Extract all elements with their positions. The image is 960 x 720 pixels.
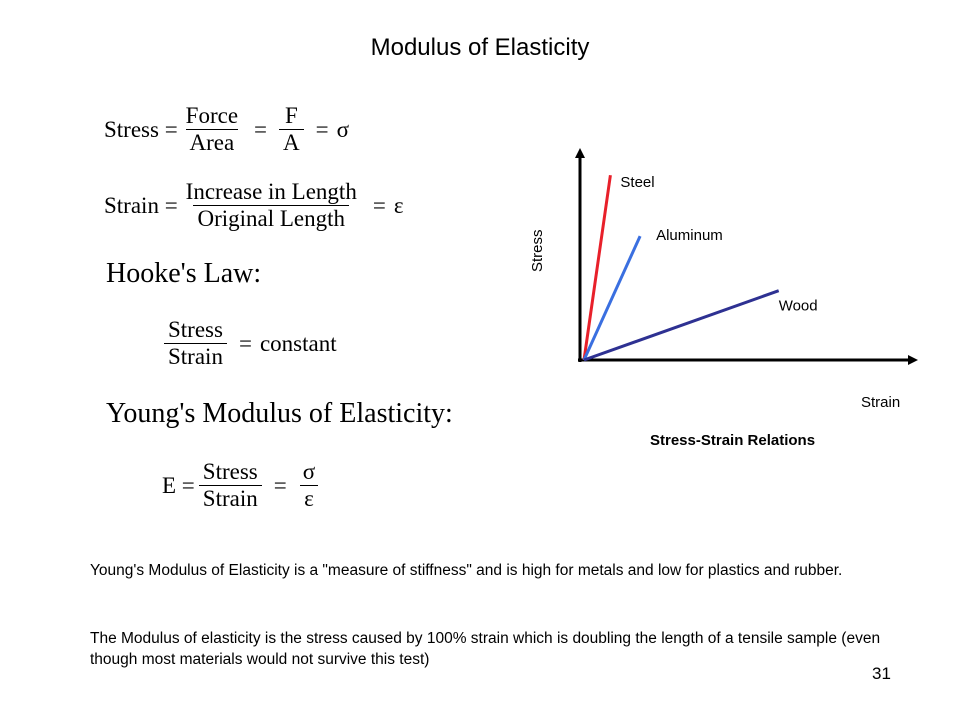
modulus-definition-paragraph: The Modulus of elasticity is the stress caused by 100% strain which is doubling the length of a tensile sample (even though most materials would not survive this test): [90, 630, 881, 668]
epsilon-text: ε: [300, 485, 318, 511]
page-number: 31: [872, 664, 891, 683]
strain-text: Strain: [164, 343, 227, 369]
e-lhs: E =: [162, 472, 195, 498]
y-axis-label: Stress: [529, 229, 546, 272]
series-label-aluminum: Aluminum: [656, 227, 723, 245]
sigma-symbol: σ: [336, 116, 350, 142]
series-line-wood: [584, 291, 779, 360]
stress-text: Stress: [168, 317, 223, 342]
equals-sign: =: [254, 116, 268, 142]
strain-lhs: Strain =: [104, 192, 178, 218]
f-text: F: [284, 103, 298, 128]
epsilon-symbol: ε: [393, 192, 404, 218]
sigma-text: σ: [302, 459, 316, 484]
a-text: A: [279, 129, 304, 155]
stress-text-2: Stress: [202, 459, 258, 484]
increase-text: Increase in Length: [185, 179, 357, 204]
series-labels: [620, 174, 817, 315]
series-lines: [584, 175, 779, 360]
equals-sign-3: =: [372, 192, 386, 218]
hookes-law-heading: Hooke's Law:: [106, 258, 262, 289]
constant-text: constant: [259, 330, 337, 356]
equals-sign-2: =: [315, 116, 329, 142]
youngs-modulus-heading: Young's Modulus of Elasticity:: [106, 398, 453, 429]
area-text: Area: [186, 129, 239, 155]
force-text: Force: [185, 103, 239, 128]
chart-caption: Stress-Strain Relations: [650, 432, 816, 449]
stress-lhs: Stress =: [104, 116, 178, 142]
series-label-steel: Steel: [620, 174, 655, 192]
x-axis-label: Strain: [861, 394, 901, 411]
original-text: Original Length: [193, 205, 349, 231]
strain-text-2: Strain: [199, 485, 262, 511]
equals-sign-4: =: [238, 330, 252, 356]
series-label-wood: Wood: [778, 297, 818, 315]
stiffness-paragraph: Young's Modulus of Elasticity is a "measure of stiffness" and is high for metals and low for plastics and rubber.: [90, 562, 843, 579]
equals-sign-5: =: [273, 472, 287, 498]
slide-title: Modulus of Elasticity: [370, 34, 590, 61]
